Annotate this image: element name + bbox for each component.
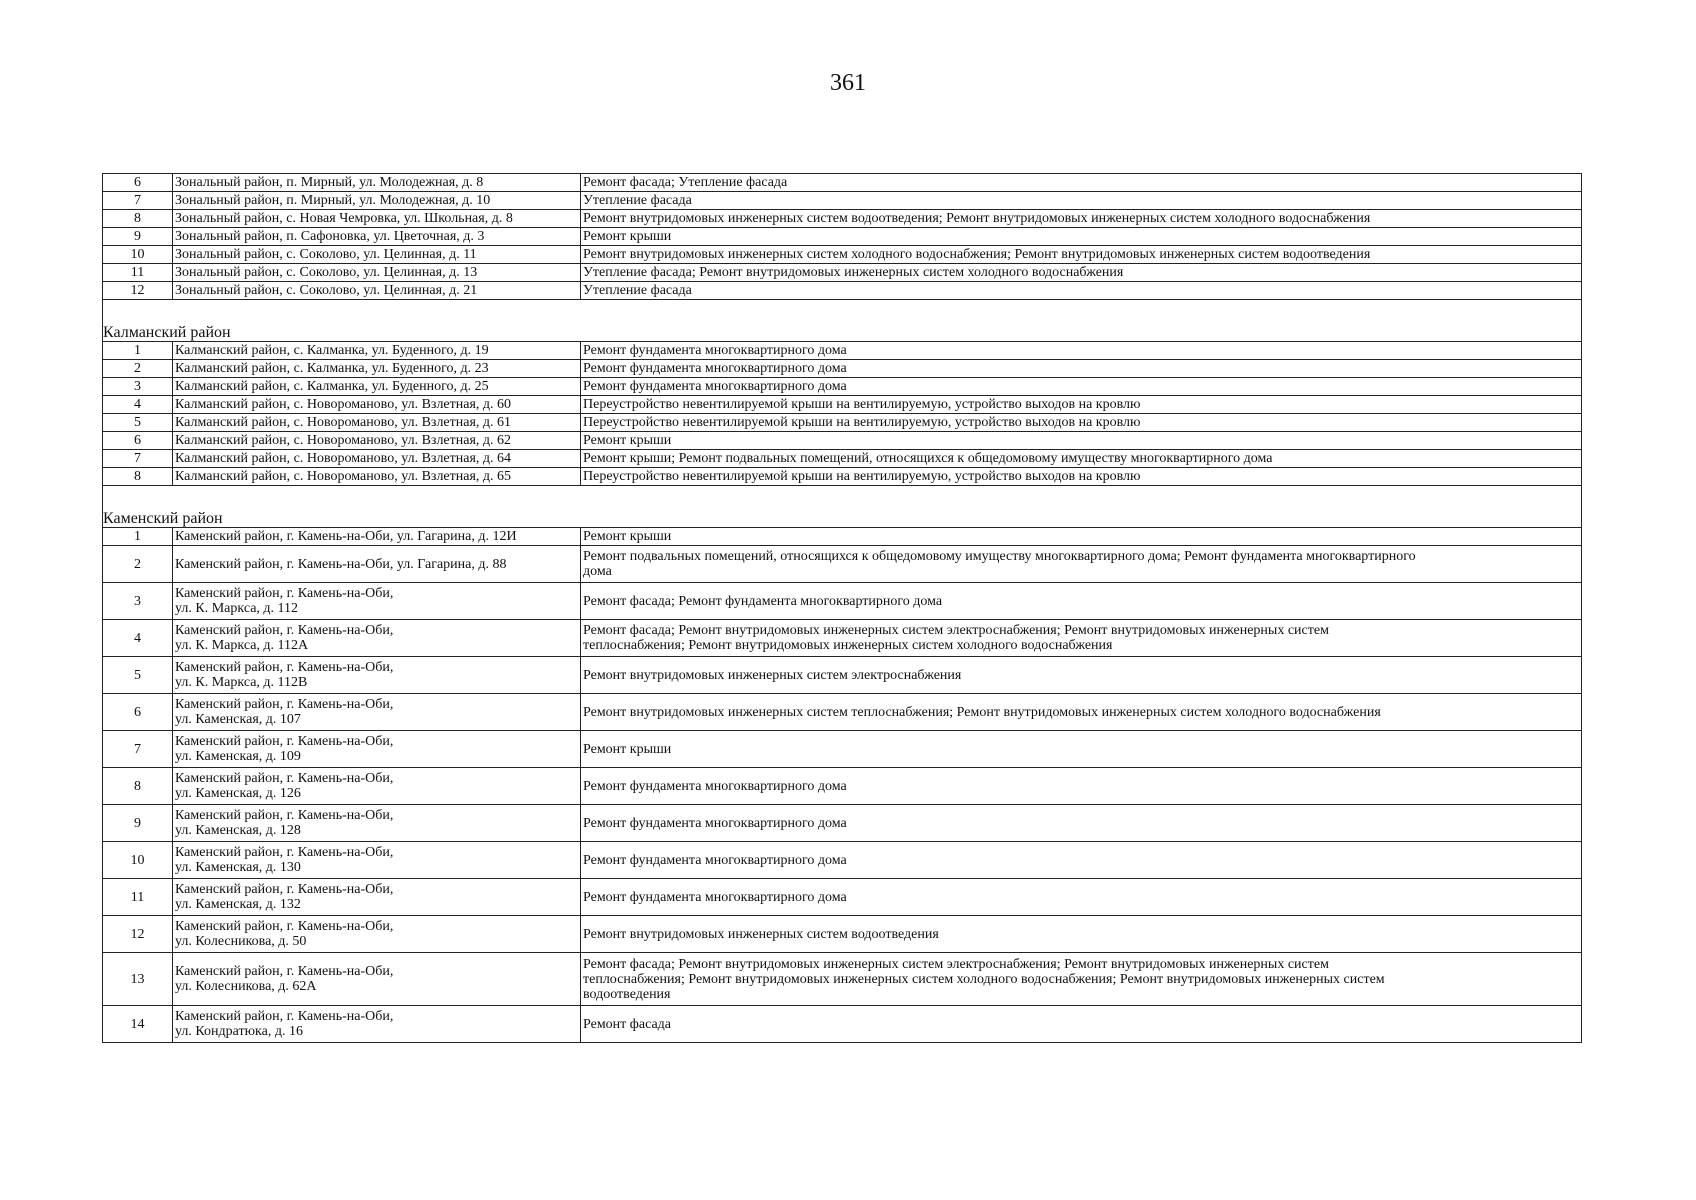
section-header-row [103, 300, 1582, 342]
row-address: Зональный район, с. Соколово, ул. Целинная, д. 11 [173, 246, 581, 264]
table-row [103, 768, 1582, 805]
table-row [103, 342, 1582, 360]
row-number: 5 [103, 657, 173, 694]
row-works: Ремонт фасада; Ремонт фундамента многоквартирного дома [581, 583, 1582, 620]
row-address: Калманский район, с. Калманка, ул. Буденного, д. 23 [173, 360, 581, 378]
row-number: 9 [103, 228, 173, 246]
row-works: Ремонт фасада; Ремонт внутридомовых инженерных систем электроснабжения; Ремонт внутридомовых инженерных систем теплоснабжения; Ремонт внутридомовых инженерных систем холодного водоснабжения [581, 620, 1582, 657]
row-works: Ремонт внутридомовых инженерных систем электроснабжения [581, 657, 1582, 694]
row-address: Каменский район, г. Камень-на-Оби, ул. Колесникова, д. 50 [173, 916, 581, 953]
row-works: Ремонт крыши [581, 731, 1582, 768]
row-works: Ремонт фундамента многоквартирного дома [581, 879, 1582, 916]
table-row [103, 396, 1582, 414]
row-works: Ремонт внутридомовых инженерных систем теплоснабжения; Ремонт внутридомовых инженерных систем холодного водоснабжения [581, 694, 1582, 731]
row-works: Переустройство невентилируемой крыши на вентилируемую, устройство выходов на кровлю [581, 396, 1582, 414]
row-address: Калманский район, с. Калманка, ул. Буденного, д. 25 [173, 378, 581, 396]
row-works: Утепление фасада [581, 282, 1582, 300]
table-row [103, 694, 1582, 731]
row-address: Каменский район, г. Камень-на-Оби, ул. Каменская, д. 130 [173, 842, 581, 879]
table-row [103, 246, 1582, 264]
row-address: Каменский район, г. Камень-на-Оби, ул. Колесникова, д. 62А [173, 953, 581, 1006]
row-address: Зональный район, с. Соколово, ул. Целинная, д. 13 [173, 264, 581, 282]
row-address: Калманский район, с. Новороманово, ул. Взлетная, д. 65 [173, 468, 581, 486]
row-address: Каменский район, г. Камень-на-Оби, ул. К. Маркса, д. 112А [173, 620, 581, 657]
table-row [103, 450, 1582, 468]
table-row [103, 228, 1582, 246]
row-number: 1 [103, 528, 173, 546]
row-number: 1 [103, 342, 173, 360]
section-header-row [103, 486, 1582, 528]
row-address: Каменский район, г. Камень-на-Оби, ул. Каменская, д. 128 [173, 805, 581, 842]
row-address: Каменский район, г. Камень-на-Оби, ул. К. Маркса, д. 112 [173, 583, 581, 620]
table-row [103, 414, 1582, 432]
row-address: Зональный район, п. Мирный, ул. Молодежная, д. 10 [173, 192, 581, 210]
row-works: Ремонт фундамента многоквартирного дома [581, 378, 1582, 396]
row-works: Ремонт внутридомовых инженерных систем холодного водоснабжения; Ремонт внутридомовых инженерных систем водоотведения [581, 246, 1582, 264]
row-works: Ремонт внутридомовых инженерных систем водоотведения; Ремонт внутридомовых инженерных систем холодного водоснабжения [581, 210, 1582, 228]
table-row [103, 1006, 1582, 1043]
section-title: Каменский район [103, 486, 1582, 528]
row-number: 11 [103, 879, 173, 916]
table-row [103, 528, 1582, 546]
row-address: Каменский район, г. Камень-на-Оби, ул. Каменская, д. 107 [173, 694, 581, 731]
row-number: 7 [103, 450, 173, 468]
row-number: 6 [103, 432, 173, 450]
table-row [103, 468, 1582, 486]
row-address: Зональный район, п. Мирный, ул. Молодежная, д. 8 [173, 174, 581, 192]
table-row [103, 657, 1582, 694]
row-number: 5 [103, 414, 173, 432]
table-row [103, 805, 1582, 842]
row-works: Ремонт крыши; Ремонт подвальных помещений, относящихся к общедомовому имуществу многоквартирного дома [581, 450, 1582, 468]
row-number: 2 [103, 360, 173, 378]
row-works: Переустройство невентилируемой крыши на вентилируемую, устройство выходов на кровлю [581, 414, 1582, 432]
row-address: Каменский район, г. Камень-на-Оби, ул. Каменская, д. 132 [173, 879, 581, 916]
row-number: 6 [103, 694, 173, 731]
row-works: Ремонт фасада; Ремонт внутридомовых инженерных систем электроснабжения; Ремонт внутридомовых инженерных систем теплоснабжения; Ремонт внутридомовых инженерных систем холодного водоснабжения; Ремонт внутридомовых инженерных систем водоотведения [581, 953, 1582, 1006]
row-number: 8 [103, 768, 173, 805]
table-row [103, 953, 1582, 1006]
table-row [103, 916, 1582, 953]
table-row [103, 432, 1582, 450]
row-number: 12 [103, 282, 173, 300]
table-row [103, 731, 1582, 768]
table-row [103, 282, 1582, 300]
row-address: Зональный район, с. Соколово, ул. Целинная, д. 21 [173, 282, 581, 300]
row-number: 8 [103, 468, 173, 486]
table-row [103, 879, 1582, 916]
row-number: 4 [103, 396, 173, 414]
table-row [103, 378, 1582, 396]
table-row [103, 360, 1582, 378]
row-works: Ремонт внутридомовых инженерных систем водоотведения [581, 916, 1582, 953]
works-table [102, 173, 1582, 1043]
table-row [103, 842, 1582, 879]
row-address: Калманский район, с. Новороманово, ул. Взлетная, д. 62 [173, 432, 581, 450]
row-address: Калманский район, с. Новороманово, ул. Взлетная, д. 64 [173, 450, 581, 468]
row-works: Ремонт фасада [581, 1006, 1582, 1043]
row-address: Каменский район, г. Камень-на-Оби, ул. Гагарина, д. 88 [173, 546, 581, 583]
row-works: Ремонт фасада; Утепление фасада [581, 174, 1582, 192]
row-number: 9 [103, 805, 173, 842]
table-row [103, 583, 1582, 620]
row-works: Ремонт подвальных помещений, относящихся к общедомовому имуществу многоквартирного дома; Ремонт фундамента многоквартирного дома [581, 546, 1582, 583]
table-row [103, 174, 1582, 192]
row-works: Ремонт фундамента многоквартирного дома [581, 842, 1582, 879]
row-number: 8 [103, 210, 173, 228]
row-number: 14 [103, 1006, 173, 1043]
row-number: 6 [103, 174, 173, 192]
row-number: 11 [103, 264, 173, 282]
row-number: 10 [103, 842, 173, 879]
row-address: Каменский район, г. Камень-на-Оби, ул. Кондратюка, д. 16 [173, 1006, 581, 1043]
table-row [103, 264, 1582, 282]
row-works: Ремонт крыши [581, 432, 1582, 450]
section-title: Калманский район [103, 300, 1582, 342]
row-number: 13 [103, 953, 173, 1006]
row-address: Зональный район, с. Новая Чемровка, ул. Школьная, д. 8 [173, 210, 581, 228]
row-works: Ремонт крыши [581, 528, 1582, 546]
row-works: Ремонт фундамента многоквартирного дома [581, 342, 1582, 360]
row-works: Ремонт фундамента многоквартирного дома [581, 805, 1582, 842]
row-address: Каменский район, г. Камень-на-Оби, ул. Каменская, д. 109 [173, 731, 581, 768]
row-address: Калманский район, с. Калманка, ул. Буденного, д. 19 [173, 342, 581, 360]
row-address: Зональный район, п. Сафоновка, ул. Цветочная, д. 3 [173, 228, 581, 246]
table-row [103, 192, 1582, 210]
row-number: 10 [103, 246, 173, 264]
row-number: 3 [103, 583, 173, 620]
row-address: Каменский район, г. Камень-на-Оби, ул. К. Маркса, д. 112В [173, 657, 581, 694]
row-number: 12 [103, 916, 173, 953]
row-works: Утепление фасада [581, 192, 1582, 210]
page-number: 361 [830, 70, 866, 96]
row-works: Ремонт фундамента многоквартирного дома [581, 360, 1582, 378]
row-address: Каменский район, г. Камень-на-Оби, ул. Гагарина, д. 12И [173, 528, 581, 546]
row-number: 3 [103, 378, 173, 396]
row-number: 7 [103, 192, 173, 210]
row-address: Калманский район, с. Новороманово, ул. Взлетная, д. 60 [173, 396, 581, 414]
row-works: Ремонт крыши [581, 228, 1582, 246]
table-row [103, 210, 1582, 228]
works-table-body [103, 174, 1582, 1043]
row-number: 4 [103, 620, 173, 657]
row-works: Утепление фасада; Ремонт внутридомовых инженерных систем холодного водоснабжения [581, 264, 1582, 282]
row-number: 2 [103, 546, 173, 583]
row-number: 7 [103, 731, 173, 768]
table-row [103, 620, 1582, 657]
table-row [103, 546, 1582, 583]
row-works: Ремонт фундамента многоквартирного дома [581, 768, 1582, 805]
row-works: Переустройство невентилируемой крыши на вентилируемую, устройство выходов на кровлю [581, 468, 1582, 486]
row-address: Калманский район, с. Новороманово, ул. Взлетная, д. 61 [173, 414, 581, 432]
row-address: Каменский район, г. Камень-на-Оби, ул. Каменская, д. 126 [173, 768, 581, 805]
